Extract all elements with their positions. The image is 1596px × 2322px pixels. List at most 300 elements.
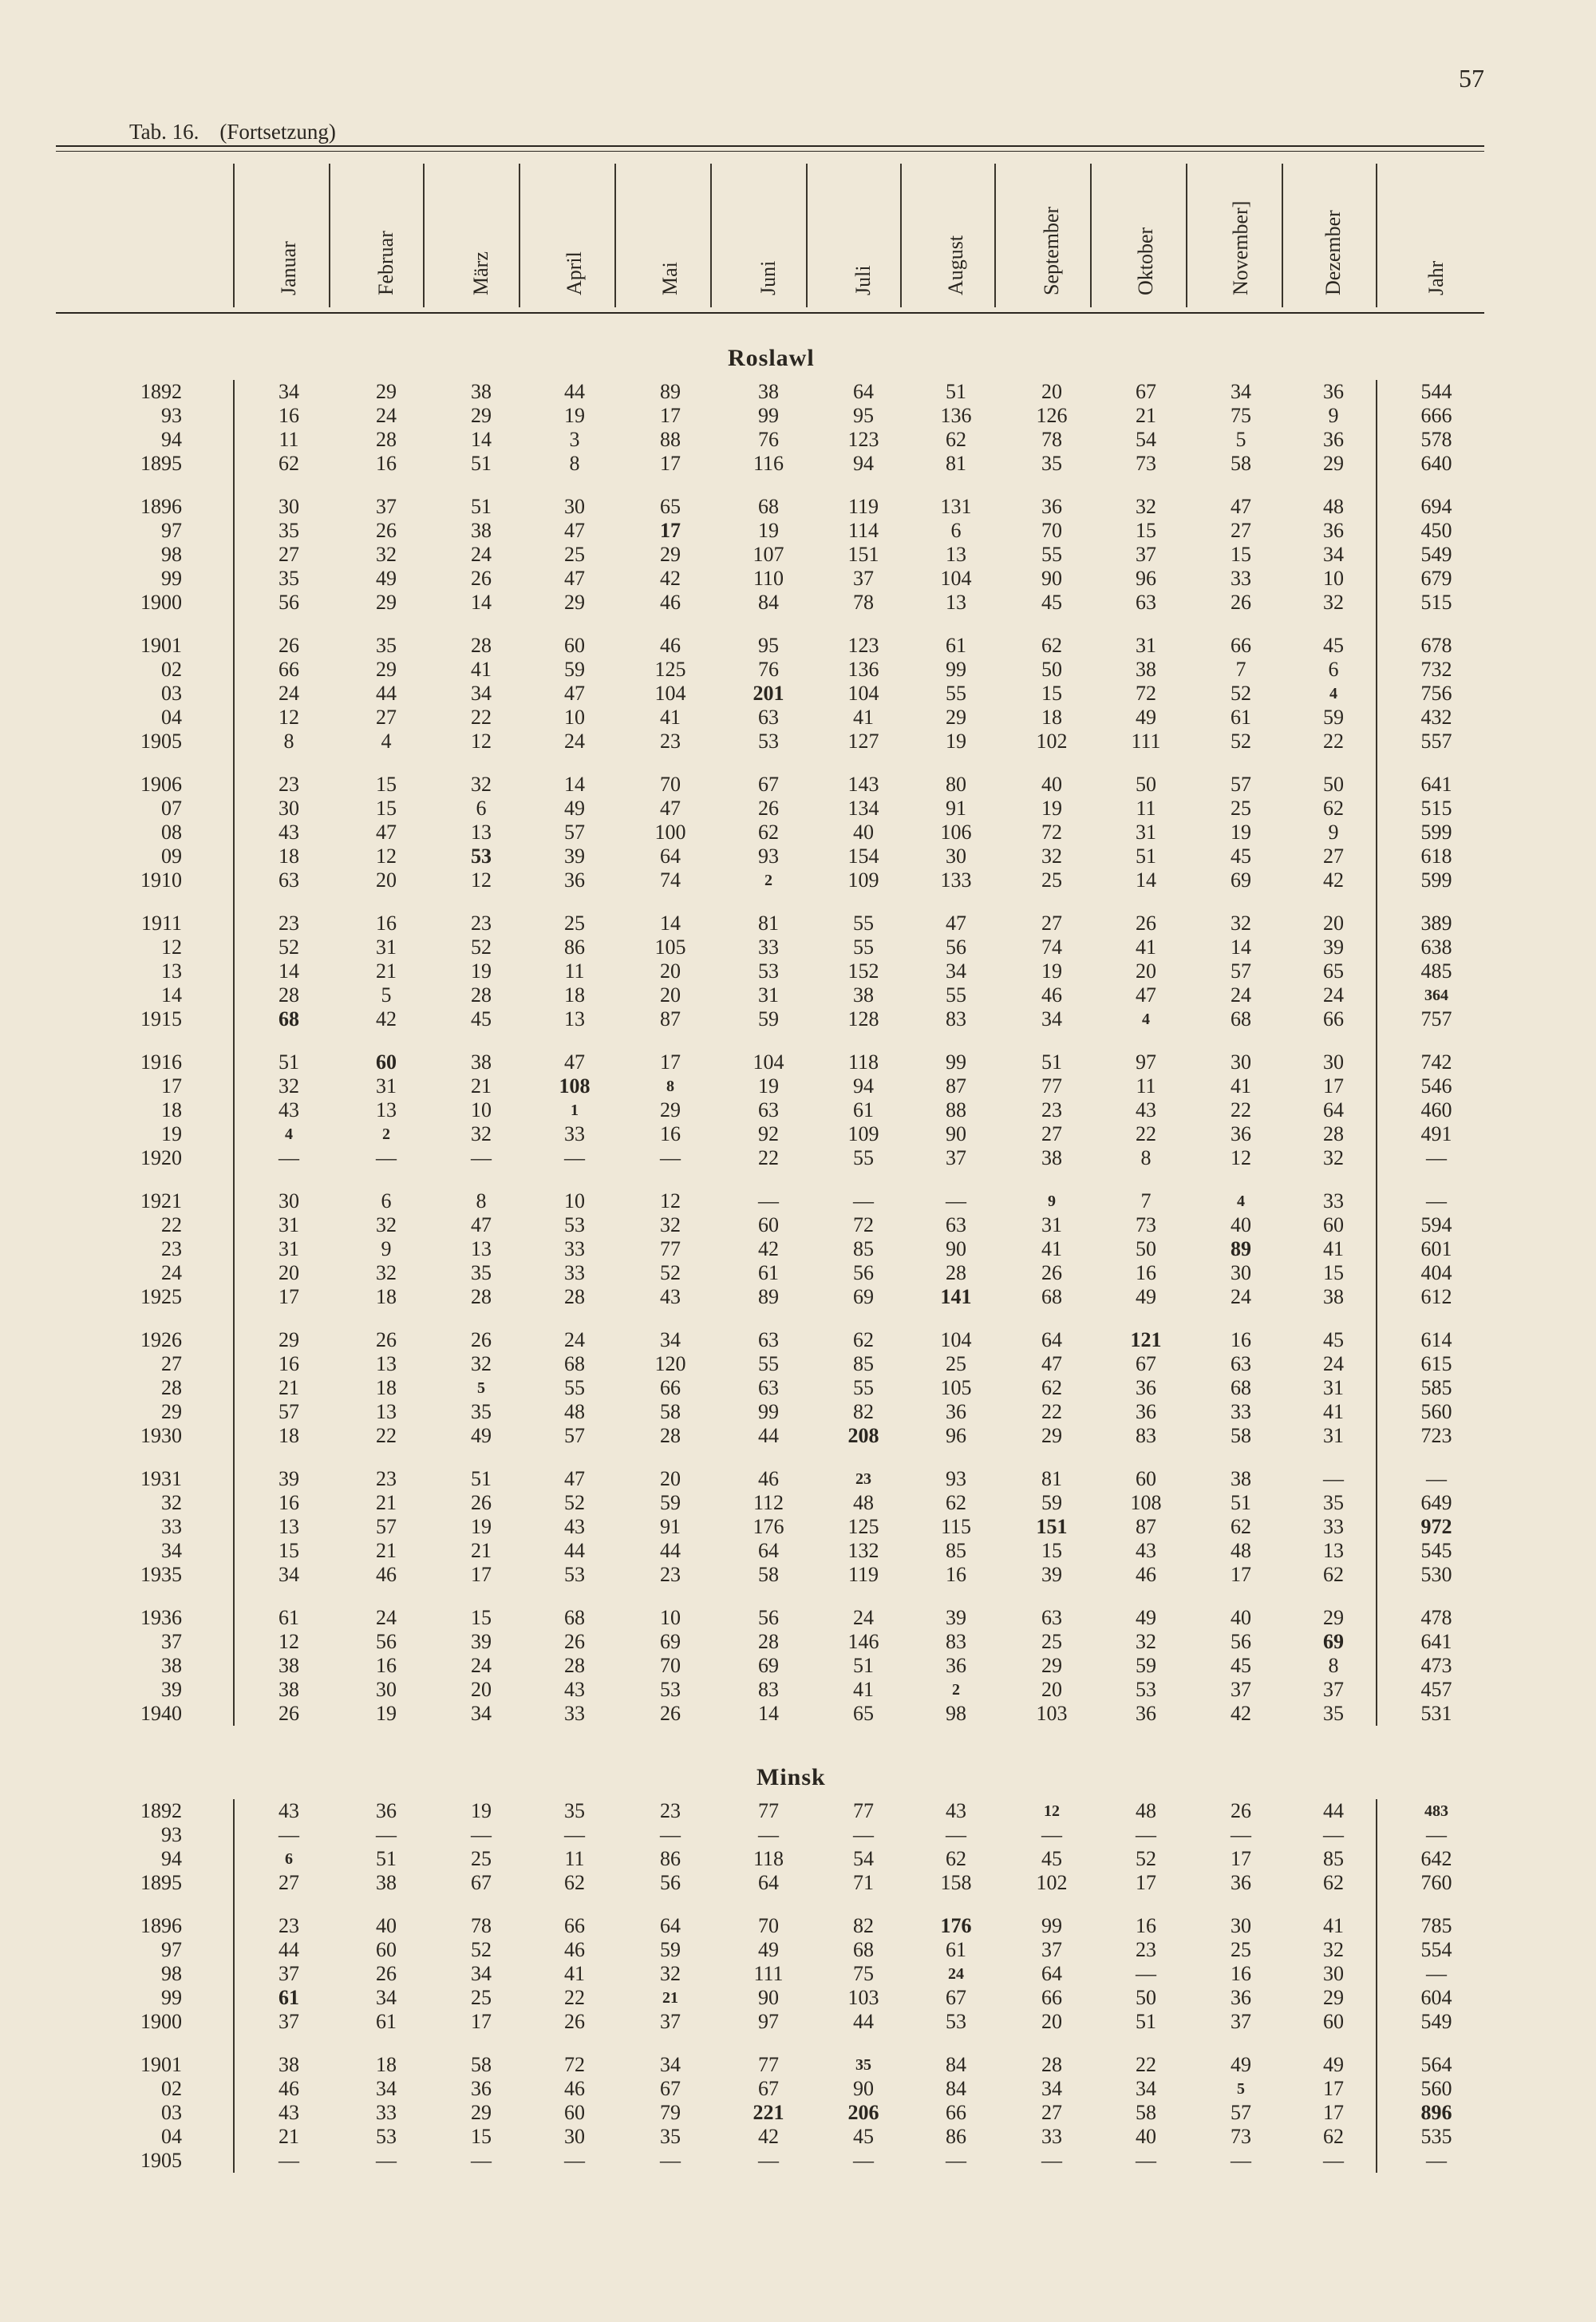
table-cell: 25 [1231,797,1251,820]
year-label: 22 [161,1213,182,1236]
table-cell: 6 [285,1850,293,1868]
table-cell: 60 [376,1050,397,1074]
table-cell: 52 [1231,730,1251,753]
table-cell: 51 [471,1467,492,1490]
table-cell: 38 [853,983,874,1007]
table-cell: 26 [376,519,397,542]
year-label: 12 [161,936,182,959]
table-cell: 27 [279,543,299,566]
table-cell: 22 [376,1424,397,1447]
table-cell: 49 [471,1424,492,1447]
table-cell: 27 [1323,845,1344,868]
column-separator [710,164,712,307]
table-cell: 28 [660,1424,681,1447]
table-cell: 104 [940,567,972,590]
column-separator [1376,164,1377,307]
table-cell: 40 [853,821,874,844]
table-cell: 119 [847,495,879,518]
table-cell: 16 [1231,1962,1251,1985]
table-cell: 83 [946,1007,966,1030]
table-cell: 17 [660,519,681,542]
table-cell: 14 [660,912,681,935]
table-cell: 594 [1420,1213,1452,1236]
table-cell: 37 [1041,1938,1062,1961]
table-cell: 61 [1231,706,1251,729]
table-cell: 10 [1323,567,1344,590]
table-cell: 41 [853,1678,874,1701]
table-cell: 52 [1231,682,1251,705]
table-cell: 82 [853,1400,874,1423]
table-cell: 65 [853,1702,874,1725]
table-cell: 12 [1044,1802,1060,1820]
table-cell: 54 [853,1847,874,1870]
table-cell: 20 [1323,912,1344,935]
table-cell: 585 [1420,1376,1452,1399]
table-cell: 40 [1231,1606,1251,1629]
table-cell: 1 [571,1102,579,1119]
table-cell: 47 [564,519,585,542]
table-cell: 39 [564,845,585,868]
year-label: 1895 [140,1871,182,1894]
table-cell: 19 [471,959,492,983]
table-cell: 43 [660,1285,681,1308]
table-cell: 15 [471,2125,492,2148]
table-cell: 52 [471,936,492,959]
table-cell: 21 [376,1539,397,1562]
table-cell: 53 [564,1563,585,1586]
table-cell: 77 [660,1237,681,1260]
table-cell: 15 [1231,543,1251,566]
table-cell: 32 [1041,845,1062,868]
table-cell: 96 [946,1424,966,1447]
table-cell: — [660,1146,681,1169]
table-cell: 45 [1323,634,1344,657]
table-cell: 22 [758,1146,779,1169]
table-cell: 60 [1323,1213,1344,1236]
table-cell: 46 [660,591,681,614]
year-label: 09 [161,845,182,868]
column-separator [233,1799,235,2173]
table-cell: 51 [376,1847,397,1870]
table-cell: 62 [1323,2125,1344,2148]
year-label: 33 [161,1515,182,1538]
table-cell: 66 [1231,634,1251,657]
table-cell: 38 [279,2053,299,2076]
table-cell: 60 [564,2101,585,2124]
table-cell: 68 [758,495,779,518]
table-cell: 35 [855,2056,871,2074]
table-cell: 56 [946,936,966,959]
table-cell: 17 [660,1050,681,1074]
year-label: 1935 [140,1563,182,1586]
table-cell: 30 [1323,1962,1344,1985]
table-cell: 97 [758,2010,779,2033]
year-label: 13 [161,959,182,983]
table-cell: 47 [376,821,397,844]
year-label: 27 [161,1352,182,1375]
table-cell: 59 [660,1938,681,1961]
year-label: 94 [161,1847,182,1870]
table-cell: 63 [758,1098,779,1121]
table-cell: 126 [1036,404,1068,427]
table-cell: — [853,2149,874,2172]
table-cell: 38 [1041,1146,1062,1169]
table-cell: 108 [559,1074,591,1098]
table-cell: 57 [1231,2101,1251,2124]
year-label: 99 [161,1986,182,2009]
table-cell: 22 [471,706,492,729]
table-cell: 75 [1231,404,1251,427]
table-cell: 66 [1323,1007,1344,1030]
table-cell: 33 [1323,1189,1344,1212]
table-cell: 57 [564,821,585,844]
year-label: 1936 [140,1606,182,1629]
table-cell: 49 [1231,2053,1251,2076]
table-cell: — [1136,1962,1156,1985]
table-cell: 28 [376,428,397,451]
table-cell: 21 [279,1376,299,1399]
table-cell: 90 [853,2077,874,2100]
table-cell: 88 [946,1098,966,1121]
table-cell: 74 [660,868,681,892]
table-cell: 10 [564,706,585,729]
table-cell: 115 [940,1515,972,1538]
table-cell: 99 [758,404,779,427]
table-cell: 65 [1323,959,1344,983]
table-cell: — [1323,1823,1344,1846]
table-cell: 28 [1323,1122,1344,1145]
table-cell: 491 [1420,1122,1452,1145]
table-cell: 29 [946,706,966,729]
table-cell: 44 [1323,1799,1344,1822]
table-cell: 25 [471,1847,492,1870]
table-cell: 22 [1323,730,1344,753]
table-cell: 618 [1420,845,1452,868]
table-cell: 38 [279,1678,299,1701]
table-cell: 121 [1130,1328,1162,1351]
table-cell: 41 [1231,1074,1251,1098]
table-cell: 95 [853,404,874,427]
table-cell: 42 [376,1007,397,1030]
table-cell: 85 [1323,1847,1344,1870]
column-separator [1282,164,1283,307]
table-cell: 32 [660,1213,681,1236]
table-cell: — [758,1823,779,1846]
table-cell: 70 [660,1654,681,1677]
table-cell: 56 [660,1871,681,1894]
year-label: 1911 [140,912,182,935]
table-cell: 36 [1323,380,1344,403]
table-cell: 84 [946,2053,966,2076]
table-cell: 151 [847,543,879,566]
table-cell: 515 [1420,797,1452,820]
table-cell: 17 [471,1563,492,1586]
table-cell: 19 [758,1074,779,1098]
table-cell: 8 [569,452,580,475]
table-cell: 44 [279,1938,299,1961]
table-cell: 84 [946,2077,966,2100]
section-title: Roslawl [728,345,815,371]
year-label: 1921 [140,1189,182,1212]
table-cell: 20 [471,1678,492,1701]
table-cell: 91 [946,797,966,820]
table-cell: 26 [1136,912,1156,935]
table-cell: 38 [1136,658,1156,681]
table-cell: 99 [1041,1914,1062,1937]
table-cell: 19 [1041,959,1062,983]
table-cell: — [1231,2149,1251,2172]
table-cell: 43 [1136,1539,1156,1562]
table-cell: — [471,1146,492,1169]
table-cell: 41 [1323,1400,1344,1423]
table-cell: 21 [279,2125,299,2148]
table-cell: 18 [564,983,585,1007]
table-cell: 91 [660,1515,681,1538]
table-cell: 132 [847,1539,879,1562]
table-cell: 51 [1136,845,1156,868]
table-cell: 694 [1420,495,1452,518]
table-cell: — [1426,1823,1447,1846]
table-cell: 36 [1323,428,1344,451]
table-cell: 90 [946,1122,966,1145]
table-cell: 62 [1041,634,1062,657]
table-cell: — [758,2149,779,2172]
column-header: Januar [277,241,300,295]
table-cell: 34 [471,682,492,705]
table-cell: 32 [660,1962,681,1985]
table-cell: 43 [564,1678,585,1701]
table-cell: 10 [660,1606,681,1629]
year-label: 1905 [140,730,182,753]
table-cell: 28 [471,983,492,1007]
table-cell: 31 [758,983,779,1007]
table-cell: 34 [471,1702,492,1725]
table-cell: 47 [564,1050,585,1074]
table-cell: 33 [1231,1400,1251,1423]
table-cell: 32 [1323,1938,1344,1961]
table-cell: 24 [376,404,397,427]
table-cell: 63 [1041,1606,1062,1629]
table-cell: 39 [471,1630,492,1653]
table-cell: — [853,1189,874,1212]
table-cell: 15 [1041,682,1062,705]
table-cell: 36 [1136,1702,1156,1725]
table-cell: 9 [1328,404,1339,427]
table-cell: 26 [376,1962,397,1985]
table-cell: 31 [1136,821,1156,844]
year-label: 03 [161,682,182,705]
table-cell: 61 [279,1986,299,2009]
table-cell: — [1426,1962,1447,1985]
table-cell: 28 [564,1285,585,1308]
table-cell: 55 [1041,543,1062,566]
table-cell: 39 [1041,1563,1062,1586]
table-cell: 46 [1136,1563,1156,1586]
table-cell: 36 [471,2077,492,2100]
table-cell: — [1426,2149,1447,2172]
table-cell: 85 [853,1352,874,1375]
table-cell: — [471,2149,492,2172]
table-cell: 404 [1420,1261,1452,1284]
table-cell: 43 [279,1799,299,1822]
table-cell: 10 [564,1189,585,1212]
table-cell: 649 [1420,1491,1452,1514]
table-cell: 535 [1420,2125,1452,2148]
table-cell: 17 [279,1285,299,1308]
table-cell: 4 [285,1125,293,1143]
table-cell: 103 [1036,1702,1068,1725]
table-cell: 20 [1041,380,1062,403]
column-header: April [563,251,586,295]
table-cell: 36 [1231,1986,1251,2009]
table-cell: 48 [853,1491,874,1514]
table-cell: 98 [946,1702,966,1725]
table-cell: 13 [471,821,492,844]
table-cell: 61 [376,2010,397,2033]
table-cell: 90 [758,1986,779,2009]
table-cell: 73 [1231,2125,1251,2148]
table-cell: 33 [564,1122,585,1145]
table-cell: 601 [1420,1237,1452,1260]
table-cell: 42 [758,1237,779,1260]
table-cell: 56 [1231,1630,1251,1653]
year-label: 1892 [140,380,182,403]
table-cell: 9 [1328,821,1339,844]
column-header: September [1040,206,1063,295]
year-label: 03 [161,2101,182,2124]
table-cell: 23 [471,912,492,935]
table-cell: 64 [853,380,874,403]
table-cell: 49 [376,567,397,590]
year-label: 1926 [140,1328,182,1351]
year-label: 99 [161,567,182,590]
table-cell: 47 [1136,983,1156,1007]
table-cell: 41 [1041,1237,1062,1260]
column-separator [519,164,520,307]
year-label: 04 [161,706,182,729]
table-cell: 41 [1323,1914,1344,1937]
table-cell: 46 [279,2077,299,2100]
table-cell: 67 [471,1871,492,1894]
table-cell: 15 [1323,1261,1344,1284]
year-label: 29 [161,1400,182,1423]
table-cell: 48 [1136,1799,1156,1822]
table-cell: 34 [376,1986,397,2009]
table-cell: 64 [758,1539,779,1562]
table-cell: 30 [564,495,585,518]
column-header: Februar [374,231,397,295]
table-cell: 29 [564,591,585,614]
table-cell: 22 [564,1986,585,2009]
table-cell: 641 [1420,773,1452,796]
table-cell: 131 [940,495,972,518]
table-cell: 31 [1041,1213,1062,1236]
table-cell: 26 [376,1328,397,1351]
table-cell: 17 [1231,1847,1251,1870]
table-cell: 11 [564,1847,585,1870]
table-cell: 108 [1130,1491,1162,1514]
table-cell: 16 [279,1491,299,1514]
table-cell: — [279,2149,299,2172]
table-cell: 67 [660,2077,681,2100]
table-cell: 42 [1323,868,1344,892]
table-cell: 61 [279,1606,299,1629]
table-cell: 33 [564,1702,585,1725]
table-cell: 78 [1041,428,1062,451]
table-cell: 13 [1323,1539,1344,1562]
table-cell: — [279,1146,299,1169]
table-cell: 32 [471,773,492,796]
column-separator [1376,380,1377,1726]
table-cell: 89 [758,1285,779,1308]
table-cell: 42 [758,2125,779,2148]
table-cell: 63 [1136,591,1156,614]
table-cell: 176 [753,1515,784,1538]
table-cell: — [853,1823,874,1846]
table-cell: 23 [660,1563,681,1586]
table-cell: 90 [1041,567,1062,590]
table-cell: 28 [564,1654,585,1677]
table-cell: 105 [940,1376,972,1399]
table-cell: 564 [1420,2053,1452,2076]
table-cell: 21 [376,1491,397,1514]
table-cell: 12 [279,706,299,729]
table-cell: 32 [471,1352,492,1375]
table-cell: 208 [847,1424,879,1447]
table-cell: 19 [758,519,779,542]
table-cell: 34 [376,2077,397,2100]
table-cell: 22 [1041,1400,1062,1423]
table-cell: 44 [853,2010,874,2033]
year-label: 93 [161,1823,182,1846]
table-cell: 82 [853,1914,874,1937]
table-cell: 17 [1323,2077,1344,2100]
table-cell: 43 [564,1515,585,1538]
table-cell: — [946,1823,966,1846]
table-cell: 62 [853,1328,874,1351]
table-cell: 105 [654,936,686,959]
table-cell: 10 [471,1098,492,1121]
table-cell: 109 [847,868,879,892]
year-label: 1900 [140,591,182,614]
table-cell: 604 [1420,1986,1452,2009]
table-cell: 66 [564,1914,585,1937]
table-cell: 83 [946,1630,966,1653]
table-cell: 30 [946,845,966,868]
page-number: 57 [1459,64,1484,93]
table-cell: 63 [1231,1352,1251,1375]
column-header: Jahr [1424,260,1448,295]
table-cell: 93 [946,1467,966,1490]
table-cell: 83 [1136,1424,1156,1447]
table-cell: 110 [753,567,784,590]
table-cell: 37 [279,1962,299,1985]
table-cell: 36 [564,868,585,892]
table-cell: 638 [1420,936,1452,959]
table-cell: 56 [853,1261,874,1284]
table-cell: 612 [1420,1285,1452,1308]
table-cell: 5 [1235,428,1246,451]
year-label: 39 [161,1678,182,1701]
table-cell: 4 [1329,685,1337,702]
table-cell: 515 [1420,591,1452,614]
table-cell: 14 [1231,936,1251,959]
table-cell: 17 [1323,2101,1344,2124]
table-cell: 51 [1136,2010,1156,2033]
table-cell: 56 [758,1606,779,1629]
table-cell: 972 [1420,1515,1452,1538]
table-cell: 70 [660,773,681,796]
